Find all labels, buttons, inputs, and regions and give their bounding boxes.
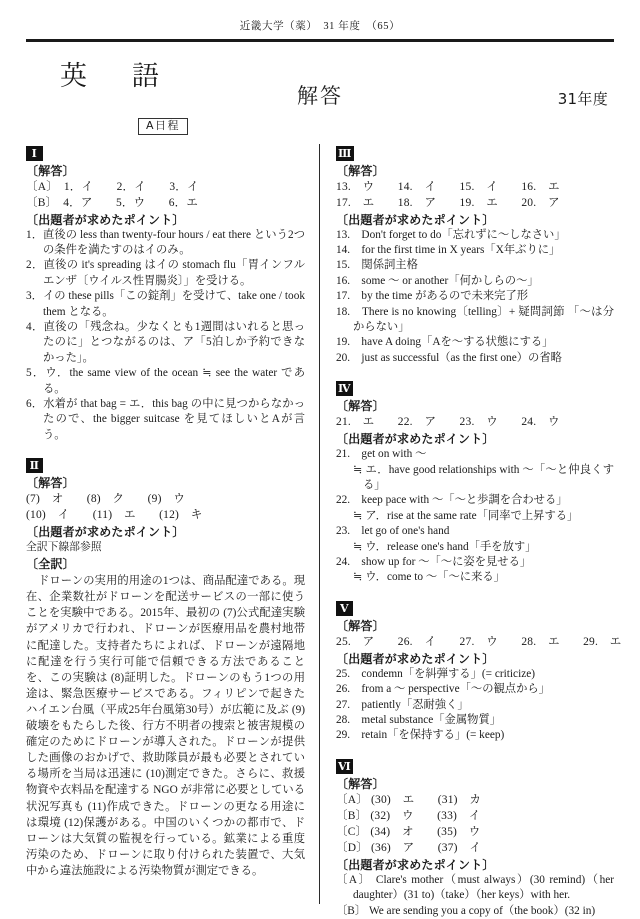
running-head: 近畿大学（薬） 31 年度 （65） [239,21,401,32]
section-1-points-list [26,228,305,444]
section-2-answer-row: (7) オ (8) ク (9) ウ [26,493,186,506]
section-4-points-list [336,447,614,586]
year-label: 31年度 [557,89,608,108]
point-item: 6．水着が that bag = エ．this bag の中に見つからなかったので、the bigger suitcase を見てほしいとAが言う。 [26,397,305,441]
section-4-number-row [336,379,614,397]
point-item: 13. Don't forget to do「忘れずに〜しなさい」 [336,228,566,241]
point-item: 〔A〕 Clare's mother（must always）(30 remind)（her daughter）(31 to)（take）（her keys）with her. [336,873,614,902]
section-3-answers-heading: 〔解答〕 [336,163,385,178]
section-3-points-heading: 〔出題者が求めたポイント〕 [336,212,495,227]
point-item: 17. by the time があるので未来完了形 [336,290,529,303]
section-1-answer-row: 〔B〕 4．ア 5．ウ 6．エ [26,196,199,209]
schedule-badge: A日程 [138,118,188,135]
point-item: 4．直後の「残念ね。少なくとも1週間はいれると思ったのに」とつながるのは、ア「5泊しか予約できなかった」。 [26,320,305,364]
section-number-badge: Ⅲ [338,146,352,160]
point-item: 1．直後の less than twenty-four hours / eat there という2つの条件を満たすのはイのみ。 [26,228,305,256]
section-6-answer-row: 〔B〕 (32) ウ (33) イ [336,809,481,822]
section-6-points-heading: 〔出題者が求めたポイント〕 [336,857,495,872]
section-2-points-heading: 〔出題者が求めたポイント〕 [26,525,185,540]
section-2-number-row [26,456,305,474]
point-item: 24. show up for 〜「〜に姿を見せる」 [336,556,532,568]
section-number-badge: Ⅴ [336,601,353,616]
point-item: 28. metal substance「金属物質」 [336,714,502,727]
section-2-answer-row: (10) イ (11) エ (12) キ [26,509,203,522]
section-5-answer-row: 25. ア 26. イ 27. ウ 28. エ 29. エ [336,635,622,648]
underline-reference-note: 全訳下線部参照 [26,541,102,554]
section-6-number-row [336,757,614,775]
point-item: 16. some 〜 or another「何かしらの〜」 [336,274,539,287]
point-item: 27. patiently「忍耐強く」 [336,698,469,711]
page-title: 英 語 [60,60,168,92]
full-translation-paragraph: ドローンの実用的用途の1つは、商品配達である。現在、企業数社がドローンを配送サービスの一部に使うことを実験中である。2015年、最初の (7)公式配達実験がアメリカで行われ、ドローンが医療用品を農村地帯に配達した。支持者たちによれば、ドローンが遠隔地に配達を行う実行可能で信頼できる方法であることを、この実験は (8)証明した。ドローンのもう1つの用途は、緊急医療サービスである。フィリピンで起きたハイエン台風（平成25年台風第30号）が広範に及ぶ (9)破壊をもたらした後、行方不明者の捜索と被害規模の確定のためにドローンが導入された。ドローンが提供した画像のおかげで、救助隊員が最も必要とされている場所を当局は迅速に (10)測定できた。さらに、救援物資や衣料品を配達する NGO が非常に必要としている状況写真も (11)作成できた。ドローンの更なる用途には環境 (12)保護がある。中国のいくつかの都市で、ドローンは大気質の監視を行っている。鉱業による重度汚染のため、ドローンに取り付けられた装置で、大気中から違法施設による汚染物質が測定できる。 [26,575,305,877]
section-5-points-heading: 〔出題者が求めたポイント〕 [336,651,495,666]
section-3 [336,144,614,367]
section-number-badge: Ⅳ [336,381,353,396]
left-column [26,144,320,904]
point-subitem: ≒ エ．have good relationships with 〜「〜と仲良くする」 [353,463,614,491]
section-1-number-row [26,144,305,162]
point-item: 〔B〕 We are sending you a copy of（the book）(32 in) [336,904,596,917]
point-item: 15. 関係詞主格 [336,259,418,272]
point-subitem: ≒ ア．rise at the same rate「同率で上昇する」 [353,509,579,522]
point-item: 23. let go of one's hand [336,525,450,538]
document-type-title: 解答 [297,83,343,108]
point-item: 3．イの these pills「この錠剤」を受けて、take one / took them となる。 [26,290,305,318]
point-item: 26. from a 〜 perspective「〜の観点から」 [336,683,550,696]
section-6 [336,757,614,919]
section-5 [336,599,622,744]
section-6-points-list [336,873,614,919]
section-4 [336,379,614,586]
section-3-number-row [336,144,614,162]
section-5-answers-heading: 〔解答〕 [336,618,385,633]
point-subitem: ≒ ウ．release one's hand「手を放す」 [353,540,537,553]
section-4-answer-row: 21. エ 22. ア 23. ウ 24. ウ [336,416,560,429]
point-item: 19. have A doing「Aを〜する状態にする」 [336,336,554,349]
section-6-answers-heading: 〔解答〕 [336,776,385,791]
section-4-points-heading: 〔出題者が求めたポイント〕 [336,432,495,447]
two-column-body [26,144,622,917]
section-3-answer-row: 17. エ 18. ア 19. エ 20. ア [336,196,560,209]
section-2-answers-heading: 〔解答〕 [26,476,75,491]
section-5-number-row [336,599,614,617]
point-item: 14. for the first time in X years「X年ぶりに」 [336,243,561,256]
section-6-answer-row: 〔A〕 (30) エ (31) カ [336,793,482,806]
schedule-badge-row [26,120,614,136]
point-item: 18. There is no knowing〔telling〕+ 疑問詞節 「〜は分からない」 [336,305,614,333]
point-subitem: ≒ ウ．come to 〜「〜に来る」 [353,571,505,584]
point-item: 25. condemn「を糾弾する」(= criticize) [336,667,535,680]
title-block [26,42,614,120]
point-item: 21. get on with 〜 [336,448,427,461]
section-4-answers-heading: 〔解答〕 [336,399,385,414]
section-1-answers-heading: 〔解答〕 [26,163,75,178]
section-3-answer-row: 13. ウ 14. イ 15. イ 16. エ [336,180,560,193]
section-2-translation-heading: 〔全訳〕 [26,557,75,572]
point-item: 20. just as successful（as the first one）の省略 [336,351,562,364]
section-number-badge: Ⅵ [338,759,352,773]
section-3-points-list [336,228,614,367]
section-1-answer-row: 〔A〕 1．イ 2．イ 3．イ [26,180,199,193]
point-item: 5．ウ．the same view of the ocean ≒ see the water である。 [26,367,305,395]
section-6-answer-row: 〔C〕 (34) オ (35) ウ [336,825,481,838]
section-1 [26,144,305,444]
section-number-badge: Ⅱ [26,458,43,473]
section-1-points-heading: 〔出題者が求めたポイント〕 [26,212,185,227]
section-5-points-list [336,667,614,744]
point-item: 29. retain「を保持する」(= keep) [336,729,505,742]
point-item: 2．直後の it's spreading はイの stomach flu「胃インフルエンザ〔ウイルス性胃腸炎〕」を受ける。 [26,259,305,287]
section-2 [26,456,305,879]
section-6-answer-row: 〔D〕 (36) ア (37) イ [336,841,482,854]
right-column [320,144,622,917]
section-number-badge: Ⅰ [26,146,43,161]
point-item: 22. keep pace with 〜「〜と歩調を合わせる」 [336,494,568,507]
